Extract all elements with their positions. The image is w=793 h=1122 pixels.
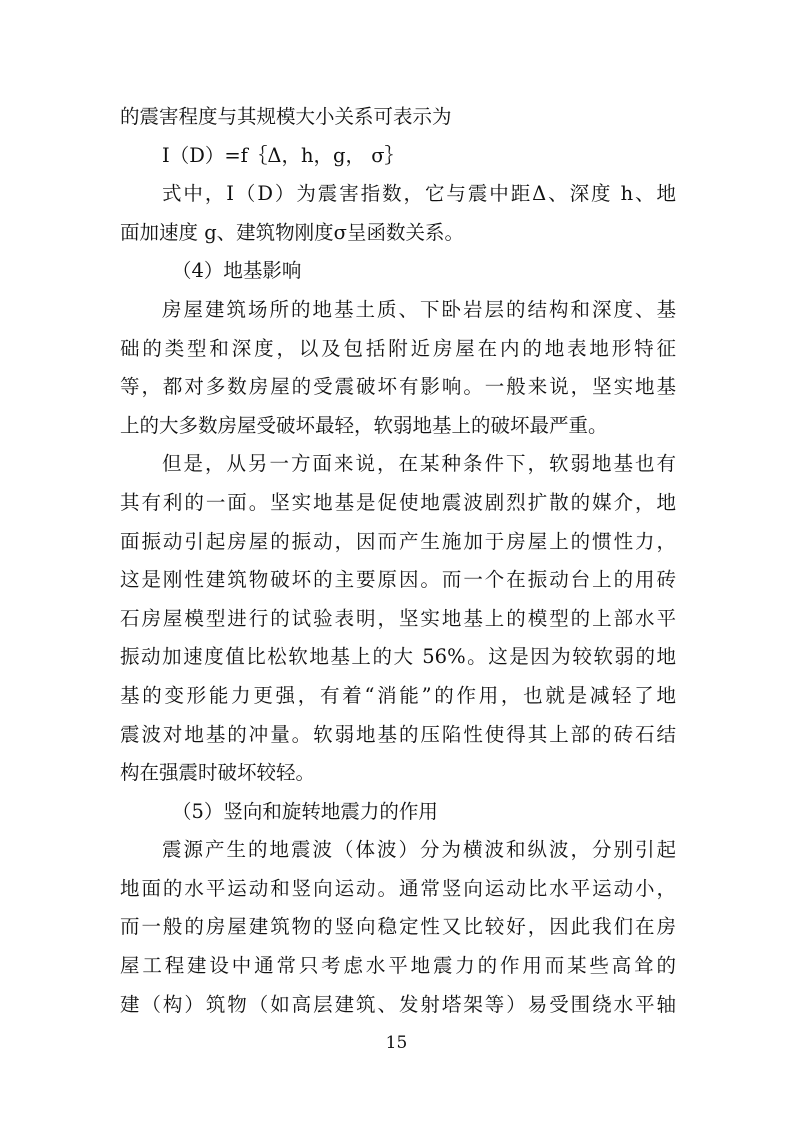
text-line: 其有利的一面。坚实地基是促使地震波剧烈扩散的媒介，地 <box>120 490 676 514</box>
page-number: 15 <box>385 1033 408 1053</box>
text-line: 屋工程建设中通常只考虑水平地震力的作用而某些高耸的 <box>120 954 676 978</box>
text-line: 石房屋模型进行的试验表明，坚实地基上的模型的上部水平 <box>120 606 676 630</box>
text-line: 这是刚性建筑物破坏的主要原因。而一个在振动台上的用砖 <box>120 568 676 592</box>
text-line: 上的大多数房屋受破坏最轻，软弱地基上的破坏最严重。 <box>120 413 608 437</box>
text-line: 房屋建筑场所的地基土质、下卧岩层的结构和深度、基 <box>162 297 676 321</box>
text-line: 面加速度 g、建筑物刚度σ呈函数关系。 <box>120 220 464 244</box>
body-text <box>120 98 676 1024</box>
text-line: 式中，I（D）为震害指数，它与震中距Δ、深度 h、地 <box>162 182 676 206</box>
text-line: 构在强震时破坏较轻。 <box>120 761 316 785</box>
section-heading: （4）地基影响 <box>172 259 302 283</box>
text-line: 震波对地基的冲量。软弱地基的压陷性使得其上部的砖石结 <box>120 722 676 746</box>
text-line: 地面的水平运动和竖向运动。通常竖向运动比水平运动小， <box>120 876 676 900</box>
text-line: 但是，从另一方面来说，在某种条件下，软弱地基也有 <box>162 452 676 476</box>
text-line: 震源产生的地震波（体波）分为横波和纵波，分别引起 <box>162 838 676 862</box>
section-heading: （5）竖向和旋转地震力的作用 <box>172 799 438 823</box>
formula-line: I（D）=f｛Δ，h，g， σ｝ <box>162 143 405 167</box>
text-line: 建（构）筑物（如高层建筑、发射塔架等）易受围绕水平轴 <box>120 992 676 1016</box>
text-line: 等，都对多数房屋的受震破坏有影响。一般来说，坚实地基 <box>120 375 676 399</box>
text-line: 面振动引起房屋的振动，因而产生施加于房屋上的惯性力， <box>120 529 676 553</box>
text-line: 振动加速度值比松软地基上的大 56%。这是因为较软弱的地 <box>120 645 676 669</box>
text-line: 的震害程度与其规模大小关系可表示为 <box>120 105 452 128</box>
text-line: 基的变形能力更强，有着“消能”的作用，也就是减轻了地 <box>120 683 676 707</box>
text-line: 础的类型和深度，以及包括附近房屋在内的地表地形特征 <box>120 336 676 360</box>
text-line: 而一般的房屋建筑物的竖向稳定性又比较好，因此我们在房 <box>120 915 676 939</box>
